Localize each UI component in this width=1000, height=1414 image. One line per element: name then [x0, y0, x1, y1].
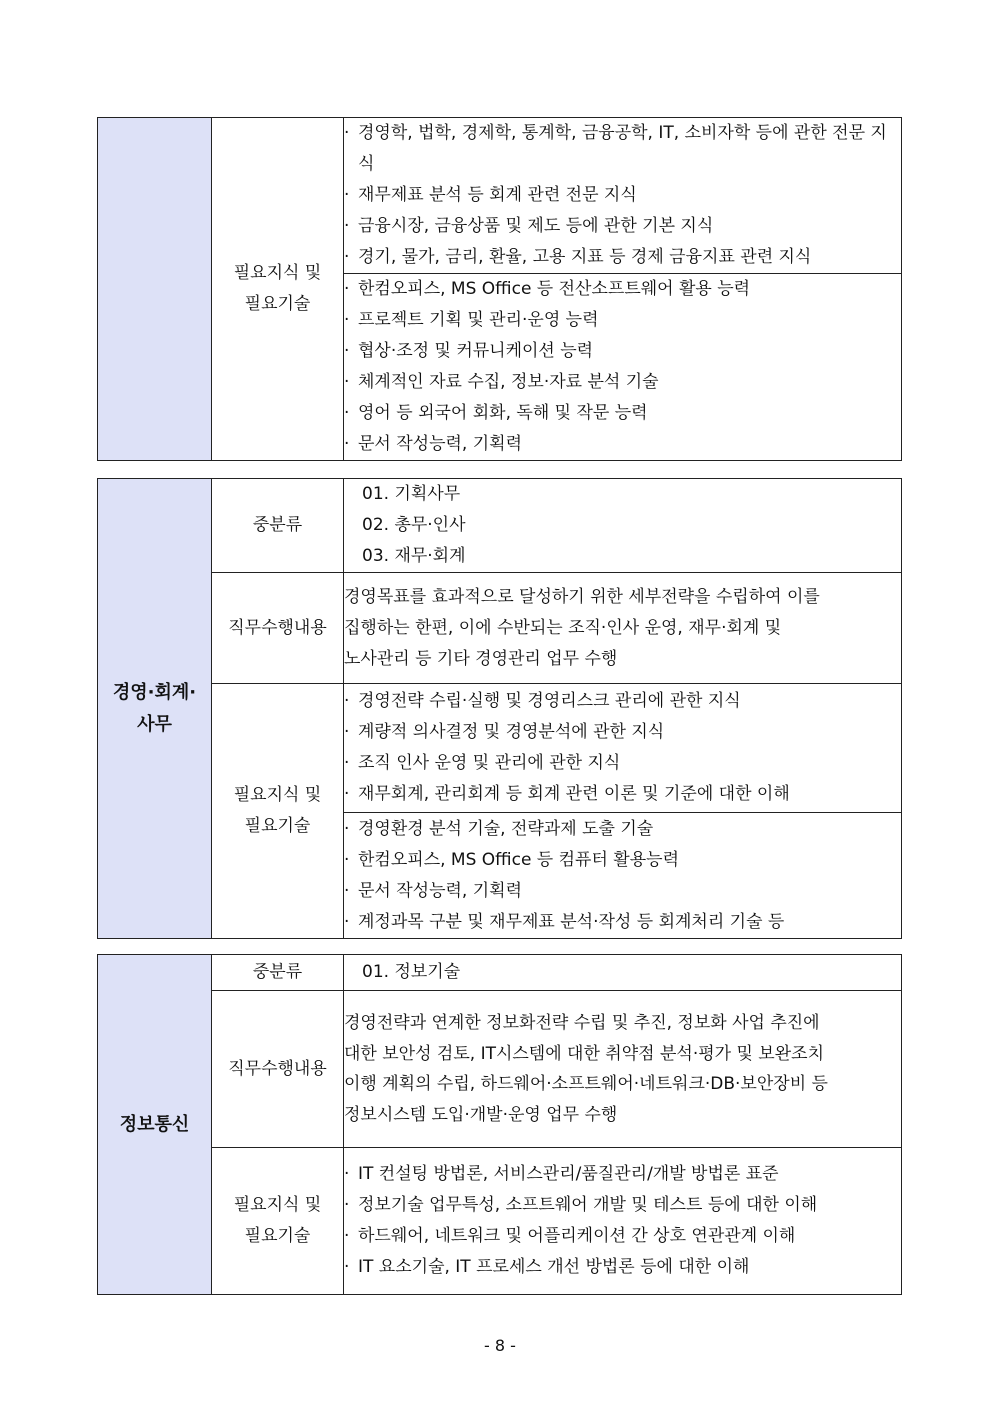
list-item: · 체계적인 자료 수집, 정보·자료 분석 기술: [344, 372, 659, 392]
list-item: · 경영전략 수립·실행 및 경영리스크 관리에 관한 지식: [344, 691, 741, 711]
list-item: · IT 컨설팅 방법론, 서비스관리/품질관리/개발 방법론 표준: [344, 1164, 779, 1184]
table-management-accounting: [97, 478, 902, 939]
list-item: · 프로젝트 기획 및 관리·운영 능력: [344, 310, 599, 330]
skills-list: [344, 274, 902, 461]
label-required-knowledge-skills: 필요지식 및 필요기술: [212, 118, 344, 461]
list-item: · 금융시장, 금융상품 및 제도 등에 관한 기본 지식: [344, 216, 714, 236]
list-item: · 경기, 물가, 금리, 환율, 고용 지표 등 경제 금융지표 관련 지식: [344, 247, 812, 267]
list-item: · 재무제표 분석 등 회계 관련 전문 지식: [344, 185, 637, 205]
subcategory-list: [344, 479, 902, 573]
list-item: · 계정과목 구분 및 재무제표 분석·작성 등 회계처리 기술 등: [344, 911, 785, 932]
category-cell: [98, 118, 212, 461]
list-item: · 정보기술 업무특성, 소프트웨어 개발 및 테스트 등에 대한 이해: [344, 1195, 818, 1215]
list-item: 03. 재무·회계: [362, 546, 466, 566]
list-item: 02. 총무·인사: [362, 515, 466, 535]
list-item: · 협상·조정 및 커뮤니케이션 능력: [344, 341, 594, 361]
list-item: · 경영학, 법학, 경제학, 통계학, 금융공학, IT, 소비자학 등에 관한 전문 지식: [344, 123, 887, 174]
list-item: · 한컴오피스, MS Office 등 전산소프트웨어 활용 능력: [344, 279, 751, 299]
list-item: · 재무회계, 관리회계 등 회계 관련 이론 및 기준에 대한 이해: [344, 784, 790, 804]
knowledge-list: [344, 684, 902, 813]
label-subcategory: 중분류: [212, 479, 344, 573]
list-item: · 하드웨어, 네트워크 및 어플리케이션 간 상호 연관관계 이해: [344, 1226, 796, 1246]
label-required-knowledge-skills: 필요지식 및 필요기술: [212, 1148, 344, 1295]
knowledge-skills-list: [344, 1148, 902, 1295]
label-duty-description: 직무수행내용: [212, 991, 344, 1148]
duty-description: 경영전략과 연계한 정보화전략 수립 및 추진, 정보화 사업 추진에 대한 보안성 검토, IT시스템에 대한 취약점 분석·평가 및 보완조치 이행 계획의 수립, 하드웨어·소프트웨어·네트워크·DB·보안장비 등 정보시스템 도입·개발·운영 업무 수행: [344, 991, 902, 1148]
list-item: · 조직 인사 운영 및 관리에 관한 지식: [344, 753, 621, 773]
table-information-communication: [97, 954, 902, 1295]
page-number: - 8 -: [484, 1336, 516, 1355]
duty-description: 경영목표를 효과적으로 달성하기 위한 세부전략을 수립하여 이를 집행하는 한편, 이에 수반되는 조직·인사 운영, 재무·회계 및 노사관리 등 기타 경영관리 업무 수행: [344, 573, 902, 684]
list-item: · 문서 작성능력, 기획력: [344, 434, 523, 454]
label-duty-description: 직무수행내용: [212, 573, 344, 684]
skills-list: [344, 813, 902, 939]
subcategory-list: [344, 955, 902, 991]
table-finance-continued: [97, 117, 902, 461]
list-item: · 영어 등 외국어 회화, 독해 및 작문 능력: [344, 403, 648, 423]
list-item: · 경영환경 분석 기술, 전략과제 도출 기술: [344, 818, 654, 839]
label-subcategory: 중분류: [212, 955, 344, 991]
list-item: · 계량적 의사결정 및 경영분석에 관한 지식: [344, 722, 665, 742]
list-item: · IT 요소기술, IT 프로세스 개선 방법론 등에 대한 이해: [344, 1257, 750, 1277]
category-management-accounting: 경영·회계· 사무: [98, 479, 212, 939]
list-item: 01. 정보기술: [362, 962, 461, 982]
knowledge-list: [344, 118, 902, 274]
list-item: · 문서 작성능력, 기획력: [344, 880, 523, 901]
list-item: · 한컴오피스, MS Office 등 컴퓨터 활용능력: [344, 849, 679, 870]
category-information-communication: 정보통신: [98, 955, 212, 1295]
list-item: 01. 기획사무: [362, 484, 461, 504]
label-required-knowledge-skills: 필요지식 및 필요기술: [212, 684, 344, 939]
